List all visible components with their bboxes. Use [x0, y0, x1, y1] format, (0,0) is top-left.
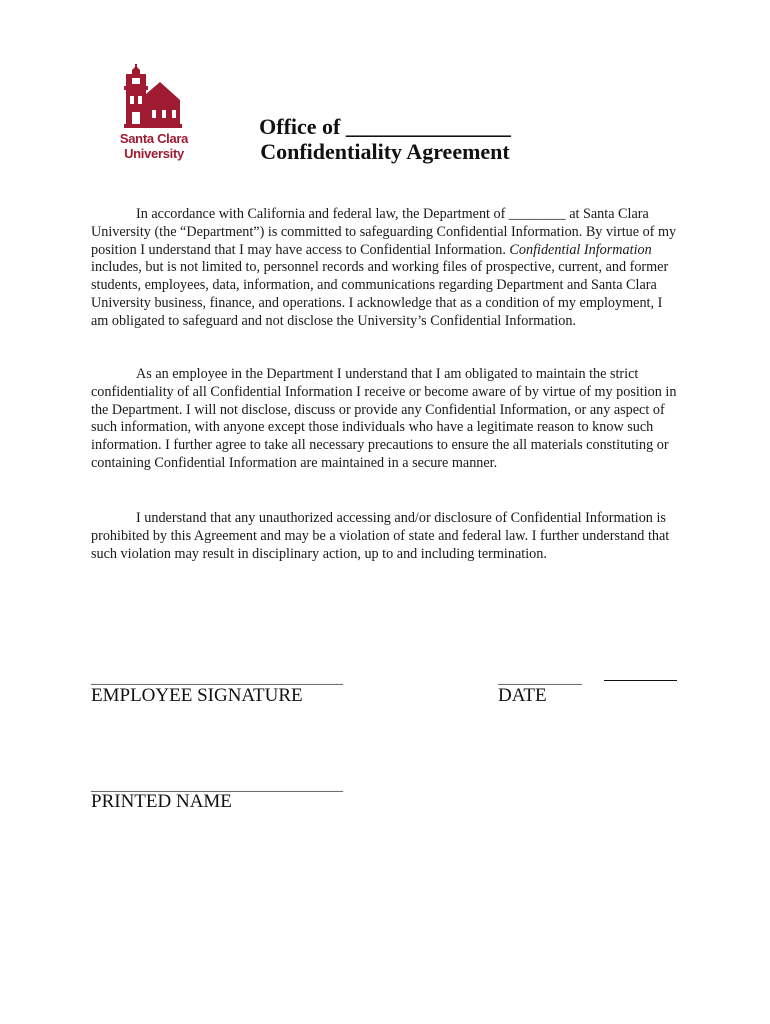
paragraph-1-rest: includes, but is not limited to, personnel records and working files of prospective, current, and former students, employees, data, information, and communications regarding Department and Santa Clara University business, finance, and operations. I acknowledge that as a condition of my employment, I am obligated to safeguard and not disclose the University’s Confidential Information.: [91, 259, 669, 329]
date-line[interactable]: ____________: [498, 672, 582, 687]
paragraph-3: [91, 510, 681, 563]
paragraph-2: [91, 366, 681, 473]
date-line-extension: [604, 680, 677, 681]
mission-church-icon: [112, 64, 196, 130]
employee-signature-line[interactable]: ____________________________________: [91, 672, 343, 687]
printed-name-label: PRINTED NAME: [91, 791, 232, 812]
printed-name-line[interactable]: ____________________________________: [91, 779, 343, 794]
logo-name-line2: University: [124, 146, 184, 161]
employee-signature-label: EMPLOYEE SIGNATURE: [91, 685, 303, 706]
university-logo: [112, 64, 196, 166]
paragraph-1: [91, 206, 681, 331]
office-title: Office of _______________: [259, 114, 511, 139]
logo-name-line1: Santa Clara: [119, 131, 189, 146]
paragraph-2-text: As an employee in the Department I understand that I am obligated to maintain the strict confidentiality of all Confidential Information I receive or become aware of by virtue of my position in the Department. I will not disclose, discuss or provide any Confidential Information, or any aspect of such information, with anyone except those individuals who have a legitimate reason to know such information. I further agree to take all necessary precautions to ensure the all materials constituting or containing Confidential Information are maintained in a secure manner.: [91, 366, 677, 471]
paragraph-1-italic-term: Confidential Information: [509, 241, 652, 258]
date-label: DATE: [498, 685, 547, 706]
agreement-title: Confidentiality Agreement: [260, 139, 510, 164]
paragraph-3-text: I understand that any unauthorized accessing and/or disclosure of Confidential Information is prohibited by this Agreement and may be a violation of state and federal law. I further understand that such violation may result in disciplinary action, up to and including termination.: [91, 510, 670, 562]
paragraph-1-start: In accordance with California and federal law, the Department of ________ at Santa Clara University (the “Department”) is committed to safeguarding Confidential Information. By virtue of my position I understand that I may have access to Confidential Information.: [91, 206, 677, 258]
